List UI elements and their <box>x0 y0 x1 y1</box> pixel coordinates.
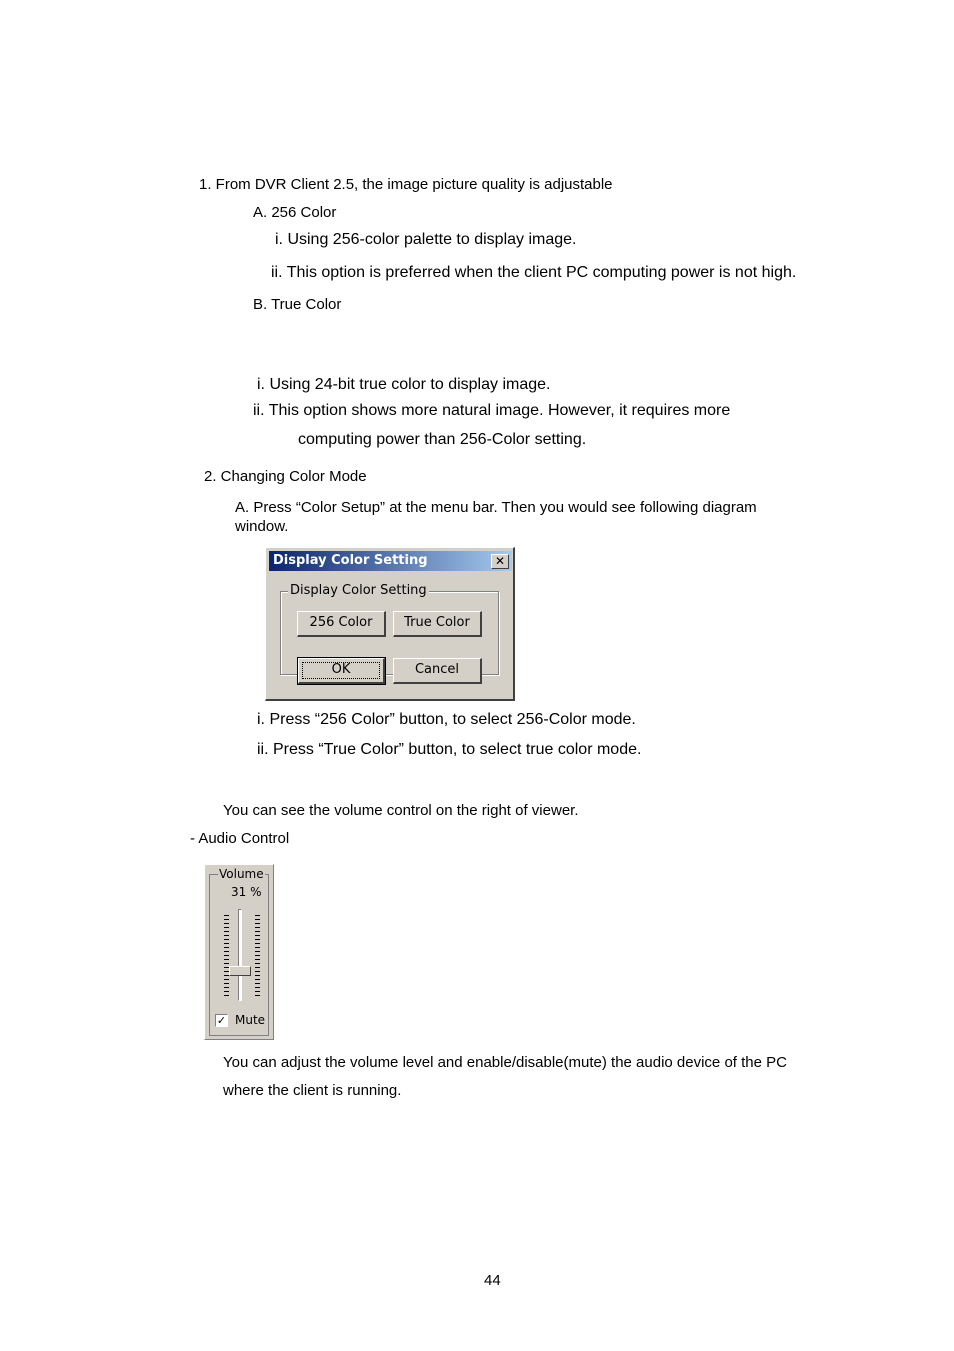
slider-ticks-left <box>224 915 229 997</box>
display-color-setting-dialog <box>265 547 515 701</box>
section2-heading: 2. Changing Color Mode <box>204 468 367 485</box>
256-color-button[interactable]: 256 Color <box>297 611 386 637</box>
section2-step-a-line1: A. Press “Color Setup” at the menu bar. Then you would see following diagram <box>235 499 757 516</box>
audio-desc-line1: You can adjust the volume level and enable/disable(mute) the audio device of the PC <box>223 1054 787 1071</box>
group-label: Display Color Setting <box>290 583 427 598</box>
volume-label: Volume <box>219 867 264 881</box>
page-number: 44 <box>484 1272 501 1289</box>
section2-item-i: i. Press “256 Color” button, to select 256-Color mode. <box>257 711 636 728</box>
option-a-item-i: i. Using 256-color palette to display image. <box>275 231 577 248</box>
ok-button[interactable] <box>298 658 385 684</box>
audio-desc-line2: where the client is running. <box>223 1082 402 1099</box>
option-b-item-ii-line1: ii. This option shows more natural image. However, it requires more <box>253 402 731 419</box>
dialog-title-bar[interactable] <box>269 551 512 571</box>
volume-slider-thumb[interactable] <box>229 966 251 976</box>
cancel-button[interactable]: Cancel <box>393 658 482 684</box>
check-icon: ✓ <box>216 1014 227 1027</box>
volume-value: 31 % <box>231 885 262 899</box>
focus-rect <box>302 662 380 679</box>
option-b-item-ii-line2: computing power than 256-Color setting. <box>298 431 587 448</box>
close-icon[interactable]: ✕ <box>491 554 509 569</box>
mute-checkbox[interactable] <box>215 1014 228 1027</box>
option-a-item-ii: ii. This option is preferred when the client PC computing power is not high. <box>271 264 797 281</box>
ok-button-label: OK <box>331 662 351 677</box>
true-color-button[interactable]: True Color <box>393 611 482 637</box>
section1-heading: 1. From DVR Client 2.5, the image picture quality is adjustable <box>199 176 613 193</box>
section2-step-a-line2: window. <box>235 518 289 535</box>
volume-slider-track[interactable] <box>238 909 242 1001</box>
dialog-title: Display Color Setting <box>273 553 428 568</box>
audio-intro: You can see the volume control on the right of viewer. <box>223 802 579 819</box>
volume-control-panel <box>204 864 274 1040</box>
slider-ticks-right <box>255 915 260 997</box>
mute-label: Mute <box>235 1013 266 1027</box>
audio-heading: - Audio Control <box>190 830 290 847</box>
section2-item-ii: ii. Press “True Color” button, to select true color mode. <box>257 741 642 758</box>
option-b-title: B. True Color <box>253 296 342 313</box>
option-b-item-i: i. Using 24-bit true color to display image. <box>257 376 551 393</box>
option-a-title: A. 256 Color <box>253 204 337 221</box>
